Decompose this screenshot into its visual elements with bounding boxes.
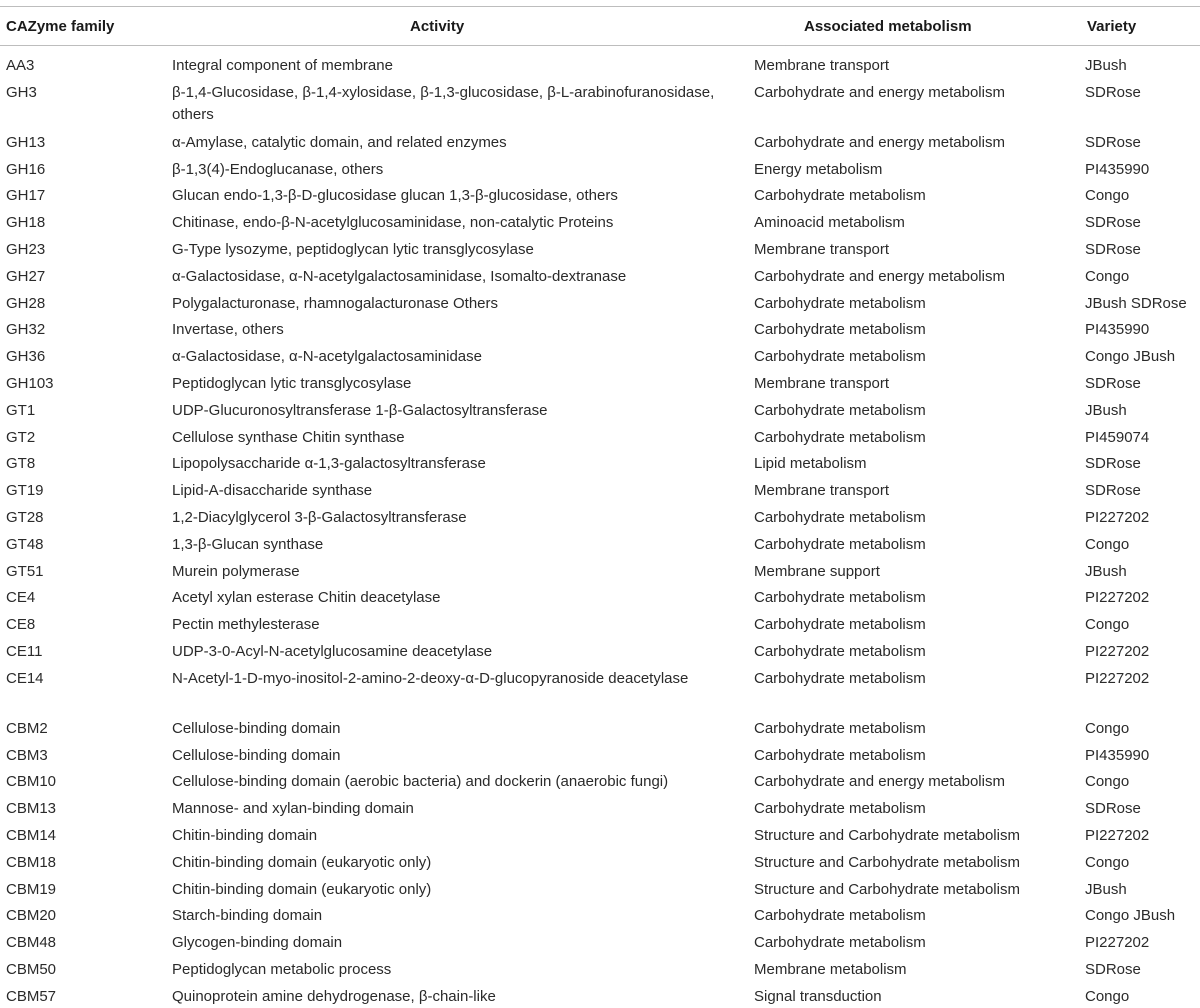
cell-associated-metabolism: Carbohydrate and energy metabolism: [754, 773, 1005, 791]
cell-variety: SDRose: [1085, 482, 1141, 500]
cell-cazyme-family: CBM18: [6, 853, 57, 871]
cell-variety: SDRose: [1085, 240, 1141, 258]
cell-variety: Congo: [1085, 535, 1130, 553]
cell-activity: Quinoprotein amine dehydrogenase, β-chain-like: [172, 987, 496, 1005]
table-row: [0, 310, 1200, 337]
cell-variety: PI227202: [1085, 826, 1150, 844]
cell-cazyme-family: GT48: [6, 535, 44, 553]
table-row: [0, 632, 1200, 659]
cell-associated-metabolism: Lipid metabolism: [754, 455, 867, 473]
table-row: [0, 896, 1200, 923]
cell-associated-metabolism: Carbohydrate metabolism: [754, 428, 926, 446]
cell-cazyme-family: GT2: [6, 428, 36, 446]
cell-associated-metabolism: Energy metabolism: [754, 160, 883, 178]
table-row: [0, 176, 1200, 203]
cell-cazyme-family: CBM3: [6, 746, 48, 764]
cell-cazyme-family: CBM57: [6, 987, 57, 1005]
cell-variety: JBush: [1085, 401, 1127, 419]
cell-variety: SDRose: [1085, 374, 1141, 392]
cell-activity: Peptidoglycan metabolic process: [172, 960, 392, 978]
cell-variety: PI459074: [1085, 428, 1150, 446]
table-row: [0, 391, 1200, 418]
table-row: [0, 977, 1200, 1004]
cell-cazyme-family: CE11: [6, 642, 43, 660]
table-row: [0, 471, 1200, 498]
cell-activity: α-Amylase, catalytic domain, and related enzymes: [172, 133, 507, 151]
cell-activity: 1,3-β-Glucan synthase: [172, 535, 324, 553]
cell-cazyme-family: GH28: [6, 294, 46, 312]
cell-variety: Congo: [1085, 719, 1130, 737]
cell-cazyme-family: GH32: [6, 321, 46, 339]
cell-activity: α-Galactosidase, α-N-acetylgalactosaminidase, Isomalto-dextranase: [172, 267, 627, 285]
table-row: [0, 923, 1200, 950]
table-row: [0, 73, 1200, 123]
cell-associated-metabolism: Carbohydrate metabolism: [754, 535, 926, 553]
table-row: [0, 605, 1200, 632]
cell-activity: Polygalacturonase, rhamnogalacturonase Others: [172, 294, 499, 312]
cell-variety: PI227202: [1085, 642, 1150, 660]
cell-activity: Cellulose-binding domain: [172, 719, 341, 737]
cell-associated-metabolism: Carbohydrate metabolism: [754, 642, 926, 660]
cell-activity: UDP-3-0-Acyl-N-acetylglucosamine deacetylase: [172, 642, 493, 660]
cell-associated-metabolism: Carbohydrate metabolism: [754, 508, 926, 526]
table-row: [0, 578, 1200, 605]
table-row: [0, 444, 1200, 471]
table-row: [0, 257, 1200, 284]
cell-variety: PI227202: [1085, 934, 1150, 952]
cell-activity: Glucan endo-1,3-β-D-glucosidase glucan 1,3-β-glucosidase, others: [172, 187, 618, 205]
cell-associated-metabolism: Carbohydrate and energy metabolism: [754, 133, 1005, 151]
cell-variety: JBush: [1085, 880, 1127, 898]
cell-cazyme-family: AA3: [6, 57, 35, 74]
cell-variety: Congo JBush: [1085, 907, 1176, 925]
cell-activity: Cellulose-binding domain (aerobic bacteria) and dockerin (anaerobic fungi): [172, 773, 669, 791]
cell-associated-metabolism: Structure and Carbohydrate metabolism: [754, 880, 1020, 898]
cell-cazyme-family: GH27: [6, 267, 46, 285]
table-row: [0, 552, 1200, 579]
cell-associated-metabolism: Carbohydrate metabolism: [754, 616, 926, 634]
cell-cazyme-family: GT8: [6, 455, 36, 473]
header-activity: Activity: [410, 18, 465, 35]
table-row: [0, 498, 1200, 525]
cell-cazyme-family: CBM48: [6, 934, 57, 952]
cell-associated-metabolism: Carbohydrate metabolism: [754, 719, 926, 737]
cell-variety: Congo: [1085, 853, 1130, 871]
cell-variety: SDRose: [1085, 214, 1141, 232]
cell-associated-metabolism: Carbohydrate metabolism: [754, 294, 926, 312]
cell-associated-metabolism: Membrane transport: [754, 374, 890, 392]
cell-associated-metabolism: Carbohydrate metabolism: [754, 800, 926, 818]
cell-variety: PI435990: [1085, 321, 1150, 339]
cell-activity: Glycogen-binding domain: [172, 934, 343, 952]
cell-cazyme-family: CE14: [6, 669, 44, 687]
cell-activity: Pectin methylesterase: [172, 616, 320, 634]
cell-associated-metabolism: Signal transduction: [754, 987, 882, 1005]
cell-activity: Cellulose-binding domain: [172, 746, 341, 764]
cell-associated-metabolism: Carbohydrate metabolism: [754, 187, 926, 205]
cell-variety: JBush: [1085, 57, 1127, 74]
table-header: [0, 7, 1200, 45]
cell-cazyme-family: GT28: [6, 508, 44, 526]
cell-activity: Murein polymerase: [172, 562, 300, 580]
cell-variety: Congo: [1085, 187, 1130, 205]
header-cazyme-family: CAZyme family: [6, 18, 115, 35]
cell-cazyme-family: GH23: [6, 240, 46, 258]
cell-associated-metabolism: Carbohydrate metabolism: [754, 589, 926, 607]
table-row: [0, 870, 1200, 897]
table-row: [0, 950, 1200, 977]
cell-activity: Chitin-binding domain: [172, 826, 318, 844]
cell-variety: SDRose: [1085, 800, 1141, 818]
cell-activity: N-Acetyl-1-D-myo-inositol-2-amino-2-deoxy-α-D-glucopyranoside deacetylase: [172, 669, 689, 687]
table-row: [0, 659, 1200, 709]
cell-variety: PI435990: [1085, 746, 1150, 764]
cell-associated-metabolism: Carbohydrate metabolism: [754, 669, 926, 687]
cell-associated-metabolism: Membrane transport: [754, 482, 890, 500]
table-row: [0, 418, 1200, 445]
cell-variety: Congo: [1085, 987, 1130, 1005]
cell-variety: Congo JBush: [1085, 348, 1176, 366]
table-row: [0, 46, 1200, 73]
cell-activity: Chitin-binding domain (eukaryotic only): [172, 880, 432, 898]
cell-cazyme-family: GH18: [6, 214, 46, 232]
cell-variety: SDRose: [1085, 455, 1141, 473]
cell-associated-metabolism: Carbohydrate metabolism: [754, 321, 926, 339]
cell-cazyme-family: CBM13: [6, 800, 57, 818]
cell-cazyme-family: CBM50: [6, 960, 57, 978]
cell-cazyme-family: GT1: [6, 401, 36, 419]
cell-associated-metabolism: Aminoacid metabolism: [754, 214, 905, 232]
cell-activity: 1,2-Diacylglycerol 3-β-Galactosyltransferase: [172, 508, 467, 526]
cell-variety: PI435990: [1085, 160, 1150, 178]
cell-variety: SDRose: [1085, 133, 1141, 151]
cell-associated-metabolism: Membrane support: [754, 562, 880, 580]
cell-activity: Starch-binding domain: [172, 907, 323, 925]
cell-associated-metabolism: Carbohydrate and energy metabolism: [754, 267, 1005, 285]
table-row: [0, 816, 1200, 843]
table-row: [0, 150, 1200, 177]
cell-variety: JBush SDRose: [1085, 294, 1187, 312]
cell-activity: Lipopolysaccharide α-1,3-galactosyltransferase: [172, 455, 486, 473]
cell-cazyme-family: GH103: [6, 374, 54, 392]
cell-associated-metabolism: Carbohydrate and energy metabolism: [754, 83, 1005, 101]
cell-cazyme-family: GH17: [6, 187, 46, 205]
cell-variety: SDRose: [1085, 83, 1141, 101]
header-variety: Variety: [1087, 18, 1137, 35]
cell-associated-metabolism: Carbohydrate metabolism: [754, 907, 926, 925]
cell-activity: Peptidoglycan lytic transglycosylase: [172, 374, 412, 392]
cell-activity: Mannose- and xylan-binding domain: [172, 800, 414, 818]
cell-cazyme-family: CE4: [6, 589, 36, 607]
table-row: [0, 337, 1200, 364]
cell-cazyme-family: GH3: [6, 83, 37, 101]
cell-associated-metabolism: Carbohydrate metabolism: [754, 746, 926, 764]
cell-cazyme-family: CBM19: [6, 880, 57, 898]
table-row: [0, 762, 1200, 789]
table-row: [0, 364, 1200, 391]
cell-activity: α-Galactosidase, α-N-acetylgalactosaminidase: [172, 348, 482, 366]
cell-cazyme-family: GH13: [6, 133, 46, 151]
table-row: [0, 736, 1200, 763]
cell-activity: Cellulose synthase Chitin synthase: [172, 428, 405, 446]
table-row: [0, 123, 1200, 150]
cell-activity: UDP-Glucuronosyltransferase 1-β-Galactosyltransferase: [172, 401, 548, 419]
cell-associated-metabolism: Carbohydrate metabolism: [754, 348, 926, 366]
table-row: [0, 709, 1200, 736]
cell-cazyme-family: CBM2: [6, 719, 48, 737]
cell-cazyme-family: GH16: [6, 160, 46, 178]
cell-activity: Chitin-binding domain (eukaryotic only): [172, 853, 432, 871]
cell-activity: Acetyl xylan esterase Chitin deacetylase: [172, 589, 441, 607]
cell-activity: Chitinase, endo-β-N-acetylglucosaminidase, non-catalytic Proteins: [172, 214, 614, 232]
cell-associated-metabolism: Carbohydrate metabolism: [754, 934, 926, 952]
cell-variety: Congo: [1085, 616, 1130, 634]
cell-cazyme-family: CE8: [6, 616, 36, 634]
table-row: [0, 203, 1200, 230]
cell-associated-metabolism: Membrane transport: [754, 240, 890, 258]
cell-variety: SDRose: [1085, 960, 1141, 978]
table-row: [0, 284, 1200, 311]
table-row: [0, 843, 1200, 870]
cell-cazyme-family: CBM14: [6, 826, 57, 844]
cell-activity: β-1,4-Glucosidase, β-1,4-xylosidase, β-1,3-glucosidase, β-L-arabinofuranosidase, others: [172, 83, 715, 123]
cell-activity: β-1,3(4)-Endoglucanase, others: [172, 160, 384, 178]
cell-variety: Congo: [1085, 267, 1130, 285]
header-associated-metabolism: Associated metabolism: [804, 18, 972, 35]
cell-activity: Lipid-A-disaccharide synthase: [172, 482, 373, 500]
cell-associated-metabolism: Membrane transport: [754, 57, 890, 74]
cell-variety: PI227202: [1085, 589, 1150, 607]
cell-cazyme-family: CBM10: [6, 773, 57, 791]
cell-activity: Invertase, others: [172, 321, 284, 339]
cell-activity: G-Type lysozyme, peptidoglycan lytic transglycosylase: [172, 240, 534, 258]
cell-associated-metabolism: Membrane metabolism: [754, 960, 907, 978]
cell-cazyme-family: CBM20: [6, 907, 57, 925]
cell-cazyme-family: GH36: [6, 348, 46, 366]
cell-variety: JBush: [1085, 562, 1127, 580]
cell-variety: PI227202: [1085, 669, 1150, 687]
table-row: [0, 230, 1200, 257]
table-body: [0, 46, 1200, 1004]
cell-variety: Congo: [1085, 773, 1130, 791]
cell-associated-metabolism: Structure and Carbohydrate metabolism: [754, 853, 1020, 871]
cell-variety: PI227202: [1085, 508, 1150, 526]
cell-associated-metabolism: Carbohydrate metabolism: [754, 401, 926, 419]
cell-cazyme-family: GT19: [6, 482, 44, 500]
cell-cazyme-family: GT51: [6, 562, 44, 580]
cell-associated-metabolism: Structure and Carbohydrate metabolism: [754, 826, 1020, 844]
table-row: [0, 525, 1200, 552]
table-row: [0, 789, 1200, 816]
cell-activity: Integral component of membrane: [172, 57, 393, 74]
